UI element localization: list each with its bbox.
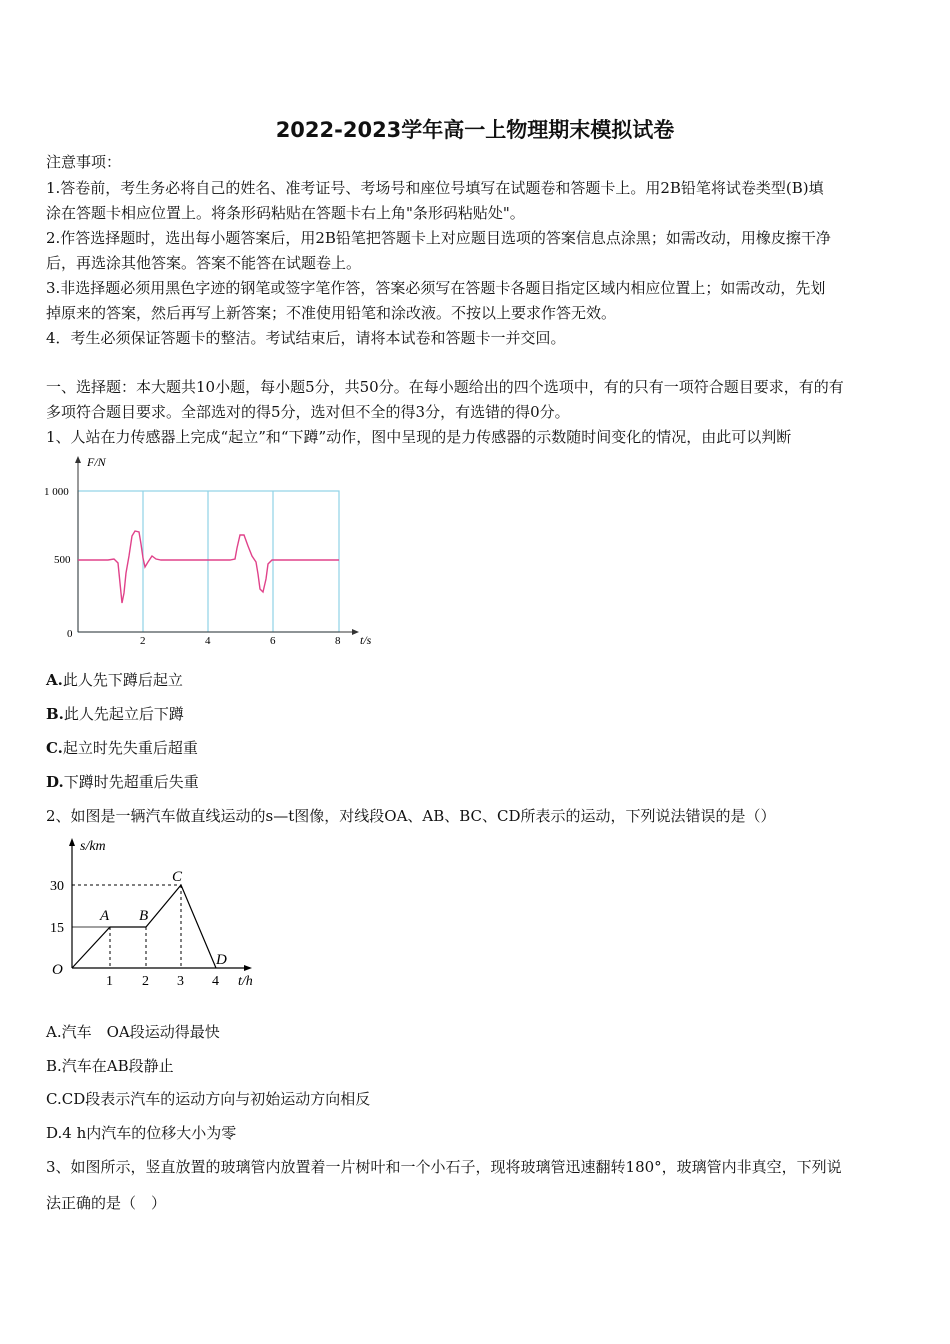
x-tick-label: 3	[177, 974, 184, 989]
q1-option-b[interactable]: B.此人先起立后下蹲	[46, 705, 184, 723]
q1-option-d[interactable]: D.下蹲时先超重后失重	[46, 773, 199, 791]
notice-line: 3.非选择题必须用黑色字迹的钢笔或签字笔作答，答案必须写在答题卡各题目指定区域内相应位置上；如需改动，先划	[46, 279, 826, 297]
q1-option-c[interactable]: C.起立时先失重后超重	[46, 739, 198, 757]
y-tick-label: 500	[54, 554, 71, 566]
q1-stem: 1、人站在力传感器上完成“起立”和“下蹲”动作，图中呈现的是力传感器的示数随时间变化的情况，由此可以判断	[46, 428, 792, 446]
x-tick-label: 4	[212, 974, 219, 989]
x-tick-label: 6	[270, 635, 276, 647]
x-tick-label: 2	[142, 974, 149, 989]
point-label-d: D	[216, 952, 227, 968]
notice-line: 涂在答题卡相应位置上。将条形码粘贴在答题卡右上角"条形码粘贴处"。	[46, 204, 525, 222]
q2-displacement-time-figure	[40, 834, 270, 994]
notice-line: 4．考生必须保证答题卡的整洁。考试结束后，请将本试卷和答题卡一并交回。	[46, 329, 566, 347]
x-axis-arrow	[352, 629, 359, 635]
notice-line: 1.答卷前，考生务必将自己的姓名、准考证号、考场号和座位号填写在试题卷和答题卡上。用2B铅笔将试卷类型(B)填	[46, 179, 824, 197]
point-label-b: B	[139, 908, 149, 924]
q1-option-a[interactable]: A.此人先下蹲后起立	[46, 671, 183, 689]
s-t-graph	[72, 885, 216, 968]
x-tick-label: 1	[106, 974, 113, 989]
point-label-a: A	[100, 908, 110, 924]
y-axis-arrow	[75, 456, 81, 463]
y-axis-arrow	[69, 838, 75, 846]
x-axis-arrow	[244, 965, 252, 971]
q1-force-time-figure	[40, 448, 385, 648]
q2-option-b[interactable]: B.汽车在AB段静止	[46, 1057, 174, 1075]
q2-option-d[interactable]: D.4 h内汽车的位移大小为零	[46, 1124, 237, 1142]
y-axis-label: F/N	[87, 455, 106, 469]
x-axis-label: t/h	[238, 974, 253, 989]
notice-line: 掉原来的答案，然后再写上新答案；不准使用铅笔和涂改液。不按以上要求作答无效。	[46, 304, 617, 322]
point-label-c: C	[172, 869, 183, 885]
q2-option-a[interactable]: A.汽车 OA段运动得最快	[46, 1023, 220, 1041]
y-axis-label: s/km	[80, 839, 106, 854]
section-intro: 多项符合题目要求。全部选对的得5分，选对但不全的得3分，有选错的得0分。	[46, 403, 570, 421]
point-label-o: O	[52, 962, 63, 978]
q2-stem: 2、如图是一辆汽车做直线运动的s—t图像，对线段OA、AB、BC、CD所表示的运动，下列说法错误的是（）	[46, 807, 776, 825]
exam-title: 2022-2023学年高一上物理期末模拟试卷	[275, 118, 675, 142]
q2-option-c[interactable]: C.CD段表示汽车的运动方向与初始运动方向相反	[46, 1090, 371, 1108]
x-tick-label: 2	[140, 635, 146, 647]
y-tick-label: 30	[50, 879, 64, 894]
q3-stem: 法正确的是（ ）	[46, 1194, 167, 1212]
notice-line: 后，再选涂其他答案。答案不能答在试题卷上。	[46, 254, 362, 272]
y-tick-label: 15	[50, 921, 64, 936]
q3-stem: 3、如图所示，竖直放置的玻璃管内放置着一片树叶和一个小石子，现将玻璃管迅速翻转180°，玻璃管内非真空，下列说	[46, 1158, 842, 1176]
x-tick-label: 8	[335, 635, 341, 647]
section-intro: 一、选择题：本大题共10小题，每小题5分，共50分。在每小题给出的四个选项中，有的只有一项符合题目要求，有的有	[46, 378, 844, 396]
x-tick-label: 4	[205, 635, 211, 647]
y-tick-label: 0	[67, 628, 73, 640]
x-axis-label: t/s	[360, 633, 372, 647]
notice-line: 2.作答选择题时，选出每小题答案后，用2B铅笔把答题卡上对应题目选项的答案信息点涂黑；如需改动，用橡皮擦干净	[46, 229, 831, 247]
notice-heading: 注意事项：	[46, 153, 122, 171]
y-tick-label: 1 000	[44, 486, 69, 498]
